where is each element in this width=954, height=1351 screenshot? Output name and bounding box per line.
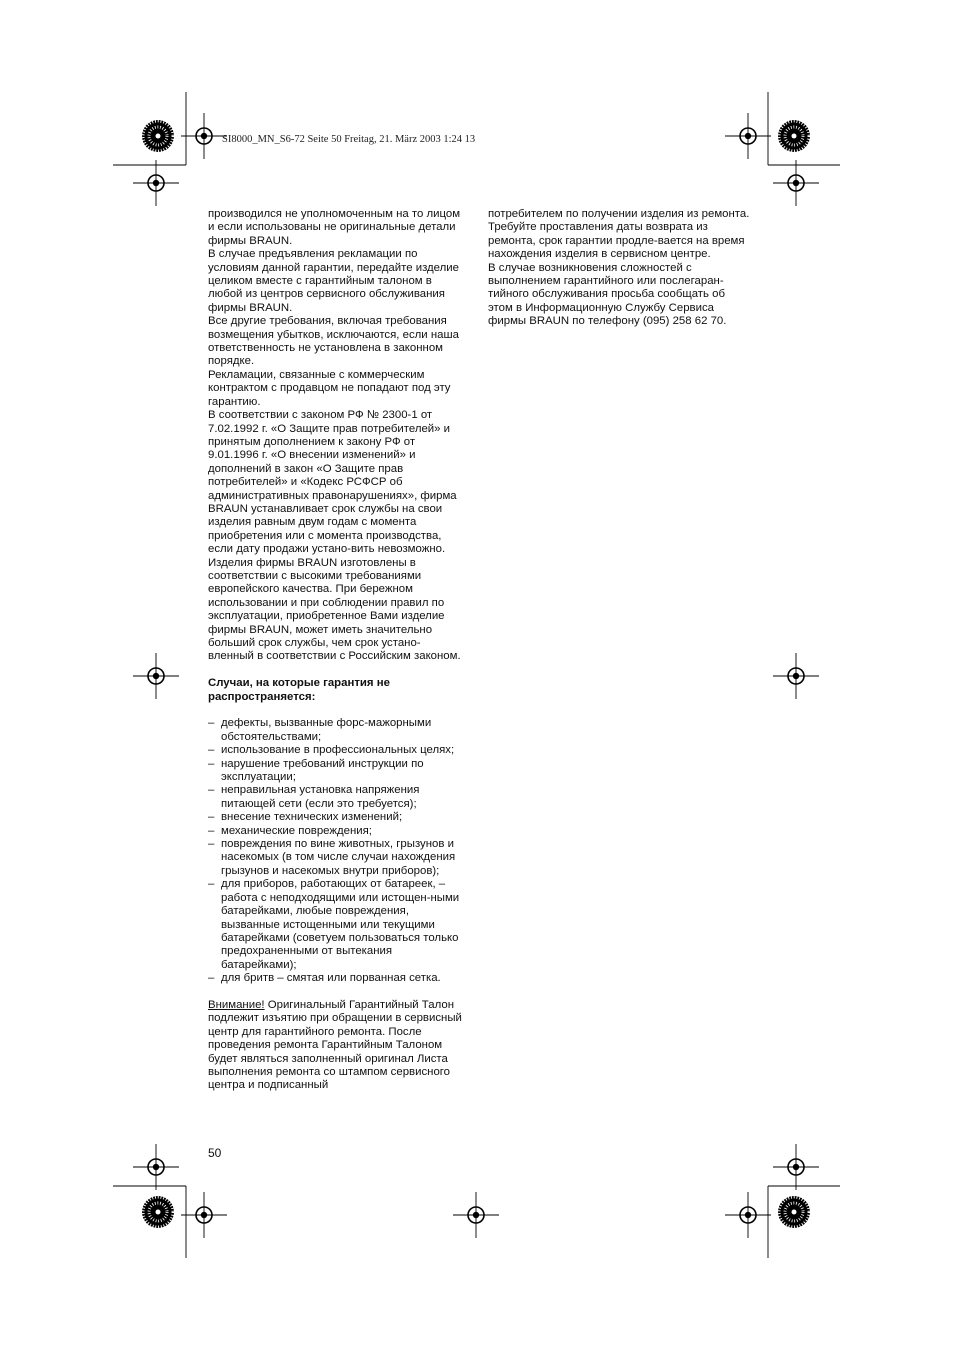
list-item: – неправильная установка напряжения питающей сети (если это требуется); — [208, 784, 466, 811]
page-number: 50 — [208, 1146, 222, 1160]
attention-note — [208, 999, 466, 1093]
registration-target — [181, 113, 227, 159]
registration-target — [133, 653, 179, 699]
starburst-mark — [778, 1196, 810, 1228]
registration-target — [725, 1192, 771, 1238]
starburst-mark — [142, 120, 174, 152]
registration-target — [453, 1192, 499, 1238]
paragraph: потребителем по получении изделия из ремонта. Требуйте проставления даты возврата из ремонта, срок гарантии продле-вается на время нахождения изделия в сервисном центре. — [488, 208, 750, 261]
paragraph: В соответствии с законом РФ № 2300-1 от 7.02.1992 г. «О Защите прав потребителей» и принятым дополнением к закону РФ от 9.01.1996 г. «О внесении изменений» и дополнений в закон «О Защите прав потребителей» и «Кодекс РСФСР об административных правонарушениях», фирма BRAUN устанавливает срок службы на свои изделия равным двум годам с момента приобретения или с момента производства, если дату продажи устано-вить невозможно. — [208, 409, 457, 556]
starburst-mark — [142, 1196, 174, 1228]
registration-target — [773, 1144, 819, 1190]
starburst-mark — [778, 120, 810, 152]
paragraph: Рекламации, связанные с коммерческим контрактом с продавцом не попадают под эту гарантию. — [208, 368, 451, 408]
registration-target — [133, 160, 179, 206]
registration-target — [133, 1144, 179, 1190]
registration-target — [773, 653, 819, 699]
right-column — [488, 208, 750, 329]
list-item: – для бритв – смятая или порванная сетка. — [208, 972, 466, 985]
list-item: – повреждения по вине животных, грызунов и насекомых (в том числе случаи нахождения грызунов и насекомых внутри приборов); — [208, 838, 466, 878]
registration-target — [773, 160, 819, 206]
list-item: – для приборов, работающих от батареек, – работа с неподходящими или истощен-ными батарейками, любые повреждения, вызванные истощенными или текущими батарейками (советуем пользоваться только предохраненными от вытекания батарейками); — [208, 878, 466, 972]
list-item: – механические повреждения; — [208, 825, 466, 838]
registration-target — [725, 113, 771, 159]
registration-target — [181, 1192, 227, 1238]
attention-text: Оригинальный Гарантийный Талон подлежит изъятию при обращении в сервисный центр для гарантийного ремонта. После проведения ремонта Гарантийным Талоном будет являться заполненный оригинал Листа выполнения ремонта со штампом сервисного центра и подписанный — [208, 998, 462, 1092]
paragraph: В случае предъявления рекламации по условиям данной гарантии, передайте изделие целиком вместе с гарантийным талоном в любой из центров сервисного обслуживания фирмы BRAUN. — [208, 248, 459, 314]
section-heading: Случаи, на которые гарантия не распространяется: — [208, 677, 390, 703]
list-item: – нарушение требований инструкции по эксплуатации; — [208, 758, 466, 785]
list-item: – дефекты, вызванные форс-мажорными обстоятельствами; — [208, 717, 466, 744]
list-item: – использование в профессиональных целях; — [208, 744, 466, 757]
paragraph: производился не уполномоченным на то лицом и если использованы не оригинальные детали фирмы BRAUN. — [208, 208, 461, 247]
paragraph: Все другие требования, включая требования возмещения убытков, исключаются, если наша ответственность не установлена в законном порядке. — [208, 315, 459, 368]
list-item: – внесение технических изменений; — [208, 811, 466, 824]
paragraph: Изделия фирмы BRAUN изготовлены в соответствии с высокими требованиями европейского качества. При бережном использовании и при соблюдении правил по эксплуатации, приобретенное Вами изделие фирмы BRAUN, может иметь значительно больший срок службы, чем срок устано-вленный в соответствии с Российским законом. — [208, 556, 461, 663]
print-header-line: SI8000_MN_S6-72 Seite 50 Freitag, 21. März 2003 1:24 13 — [222, 134, 476, 145]
paragraph: В случае возникновения сложностей с выполнением гарантийного или послегаран-тийного обслуживания просьба сообщать об этом в Информационную Службу Сервиса фирмы BRAUN по телефону (095) 258 62 70. — [488, 261, 727, 328]
left-column — [208, 208, 466, 1093]
attention-label: Внимание! — [208, 998, 265, 1011]
exclusions-list — [208, 717, 466, 985]
